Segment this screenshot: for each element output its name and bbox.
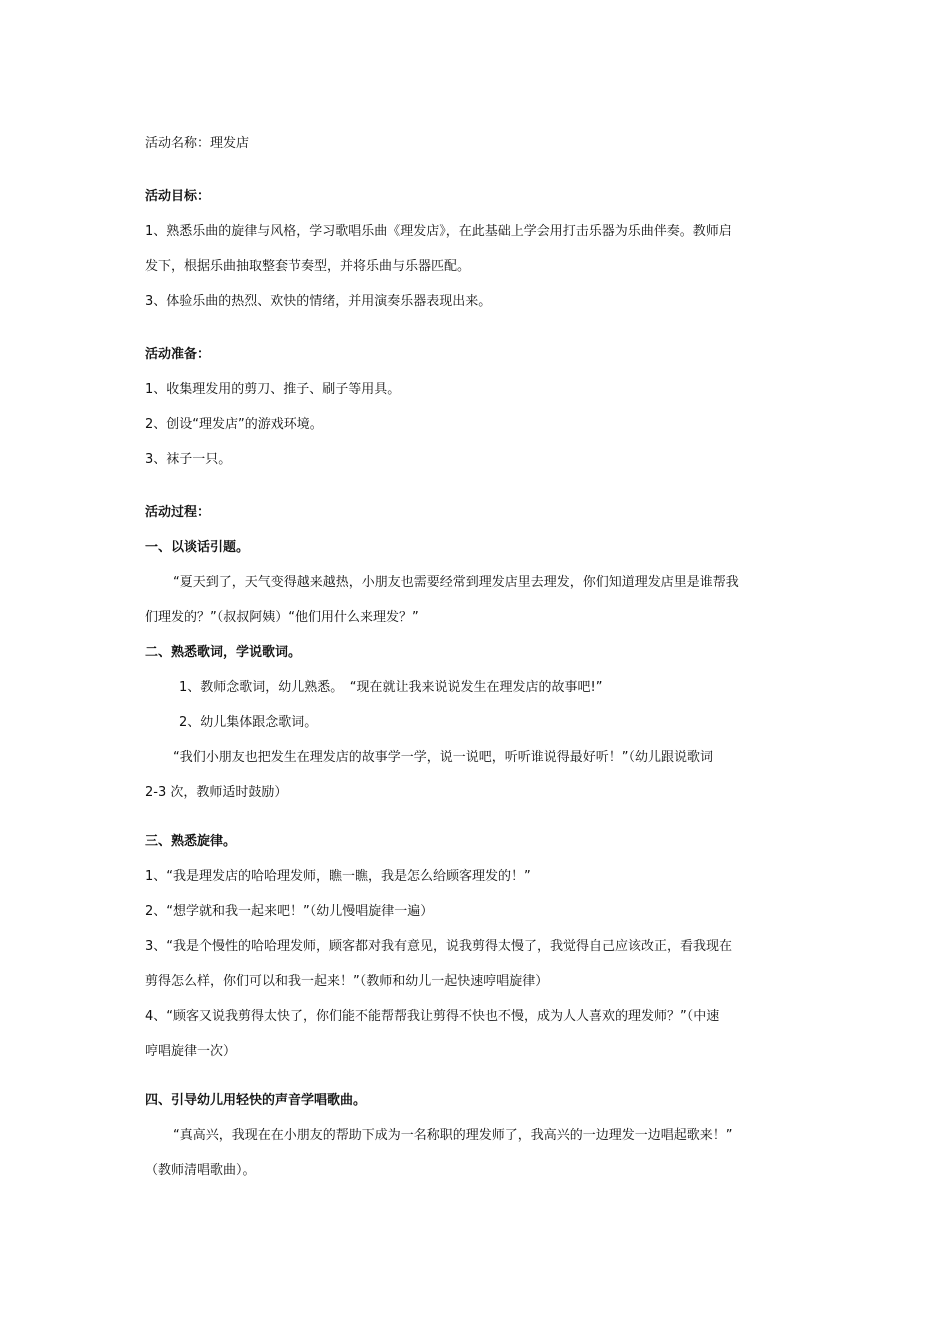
- prep-item-3: 3、袜子一只。: [145, 452, 232, 467]
- goals-item-3: 3、体验乐曲的热烈、欢快的情绪，并用演奏乐器表现出来。: [145, 294, 492, 309]
- section-3-item-3-line-2: 剪得怎么样，你们可以和我一起来！”（教师和幼儿一起快速哼唱旋律）: [145, 974, 549, 989]
- prep-item-1: 1、收集理发用的剪刀、推子、刷子等用具。: [145, 382, 401, 397]
- section-3-item-3-line-1: 3、“我是个慢性的哈哈理发师，顾客都对我有意见，说我剪得太慢了，我觉得自己应该改正，看我现在: [145, 939, 733, 954]
- goals-item-1-line-2: 发下，根据乐曲抽取整套节奏型，并将乐曲与乐器匹配。: [145, 259, 471, 274]
- goals-item-1-line-1: 1、熟悉乐曲的旋律与风格，学习歌唱乐曲《理发店》，在此基础上学会用打击乐器为乐曲伴奏。教师启: [145, 224, 732, 239]
- section-3-item-4-line-2: 哼唱旋律一次）: [145, 1044, 237, 1059]
- process-heading: 活动过程：: [145, 505, 211, 520]
- section-4-line-1: “真高兴，我现在在小朋友的帮助下成为一名称职的理发师了，我高兴的一边理发一边唱起歌来！”: [173, 1128, 733, 1143]
- section-3-item-4-line-1: 4、“顾客又说我剪得太快了，你们能不能帮帮我让剪得不快也不慢，成为人人喜欢的理发师？”（中速: [145, 1009, 720, 1024]
- section-4-title: 四、引导幼儿用轻快的声音学唱歌曲。: [145, 1093, 367, 1108]
- document-body: [145, 126, 810, 1188]
- goals-heading: 活动目标：: [145, 189, 211, 204]
- section-2-item-1: 1、教师念歌词，幼儿熟悉。 “现在就让我来说说发生在理发店的故事吧!”: [179, 680, 603, 695]
- section-3-item-1: 1、“我是理发店的哈哈理发师，瞧一瞧，我是怎么给顾客理发的！”: [145, 869, 531, 884]
- activity-name: 活动名称：理发店: [145, 136, 250, 151]
- section-2-title: 二、熟悉歌词，学说歌词。: [145, 645, 302, 660]
- section-2-item-2: 2、幼儿集体跟念歌词。: [179, 715, 318, 730]
- section-1-line-2: 们理发的？”（叔叔阿姨）“他们用什么来理发？”: [145, 610, 419, 625]
- section-2-line-2: 2-3 次，教师适时鼓励）: [145, 785, 288, 800]
- section-3-title: 三、熟悉旋律。: [145, 834, 237, 849]
- section-4-line-2: （教师清唱歌曲）。: [145, 1163, 256, 1178]
- prep-item-2: 2、创设“理发店”的游戏环境。: [145, 417, 323, 432]
- section-1-line-1: “夏天到了，天气变得越来越热，小朋友也需要经常到理发店里去理发，你们知道理发店里是谁帮我: [173, 575, 739, 590]
- section-1-title: 一、以谈话引题。: [145, 540, 250, 555]
- section-3-item-2: 2、“想学就和我一起来吧！”（幼儿慢唱旋律一遍）: [145, 904, 434, 919]
- section-2-line-1: “我们小朋友也把发生在理发店的故事学一学，说一说吧，听听谁说得最好听！”（幼儿跟说歌词: [173, 750, 713, 765]
- prep-heading: 活动准备：: [145, 347, 211, 362]
